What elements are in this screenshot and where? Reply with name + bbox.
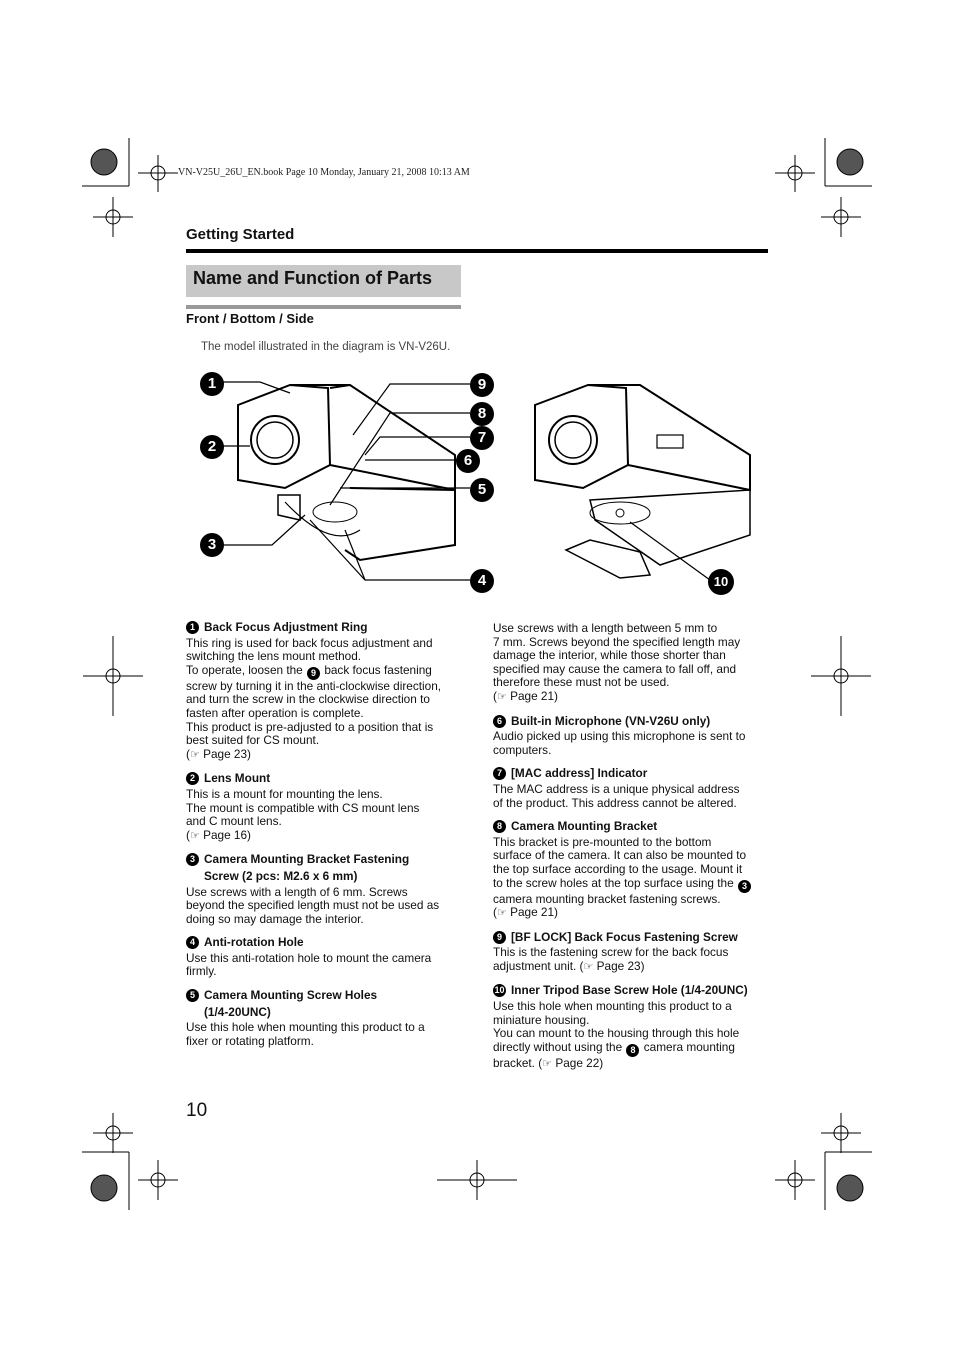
pointing-hand-icon: ☞	[496, 690, 507, 703]
callout-7: 7	[470, 426, 499, 450]
section-rule	[186, 249, 768, 253]
title-box	[186, 265, 461, 297]
callout-5: 5	[470, 478, 499, 502]
callout-4: 4	[470, 569, 499, 593]
item-6: 6 Built-in Microphone (VN-V26U only) Audio picked up using this microphone is sent to computers.	[493, 713, 746, 757]
item-4: 4 Anti-rotation Hole Use this anti-rotation hole to mount the camera firmly.	[186, 935, 432, 979]
callout-10: 10	[708, 569, 739, 595]
item-9: 9 [BF LOCK] Back Focus Fastening Screw This is the fastening screw for the back focus adjustment unit. (☞ Page 23)	[493, 929, 738, 973]
item-2: 2 Lens Mount This is a mount for mounting the lens. The mount is compatible with CS mount lens and C mount lens. (☞ Page 16)	[186, 771, 420, 842]
pointing-hand-icon: ☞	[542, 1057, 553, 1070]
item-7: 7 [MAC address] Indicator The MAC address is a unique physical address of the product. This address cannot be altered.	[493, 766, 740, 810]
callout-9: 9	[470, 373, 499, 397]
callout-6: 6	[456, 449, 485, 473]
callout-8: 8	[470, 402, 499, 426]
callout-2: 2	[200, 435, 229, 459]
left-column	[186, 621, 466, 1058]
pointing-hand-icon: ☞	[189, 829, 200, 842]
item-8: 8 Camera Mounting Bracket This bracket is pre-mounted to the bottom surface of the camera. It can also be mounted to the top surface according to the usage. Mount it to the screw holes at the top surface using the 3 camera mounting bracket fastening screws. (☞ Page 21)	[493, 820, 773, 921]
pointing-hand-icon: ☞	[496, 907, 507, 920]
page-number: 10	[186, 1100, 208, 1121]
subsection-heading: Front / Bottom / Side	[186, 311, 314, 326]
book-header-line: VN-V25U_26U_EN.book Page 10 Monday, January 21, 2008 10:13 AM	[178, 167, 470, 178]
title-underline	[186, 305, 461, 309]
model-note: The model illustrated in the diagram is VN-V26U.	[201, 341, 451, 353]
item-5: 5 Camera Mounting Screw Holes (1/4-20UNC) Use this hole when mounting this product to a fixer or rotating platform.	[186, 988, 425, 1048]
item-3: 3 Camera Mounting Bracket Fastening Screw (2 pcs: M2.6 x 6 mm) Use screws with a length of 6 mm. Screws beyond the specified length must not be used as doing so may damage the interior.	[186, 852, 440, 926]
pointing-hand-icon: ☞	[583, 960, 594, 973]
callout-1: 1	[200, 372, 229, 396]
item-5-continued: Use screws with a length between 5 mm to 7 mm. Screws beyond the specified length may damage the interior, while those shorter than specified may cause the camera to fall off, and therefore these must not be used. (☞ Page 21)	[493, 621, 741, 703]
pointing-hand-icon: ☞	[189, 748, 200, 761]
right-column	[493, 622, 773, 1081]
callout-3: 3	[200, 533, 229, 557]
page-title: Name and Function of Parts	[193, 268, 433, 288]
item-1: 1 Back Focus Adjustment Ring This ring is used for back focus adjustment and switching the lens mount method. To operate, loosen the 9 back focus fastening screw by turning it in the anti-clockwise direction, and turn the screw in the clockwise direction to fasten after operation is complete. This product is pre-adjusted to a position that is best suited for CS mount. (☞ Page 23)	[186, 620, 442, 761]
section-heading: Getting Started	[186, 226, 295, 243]
item-10: 10 Inner Tripod Base Screw Hole (1/4-20UNC) Use this hole when mounting this product to a miniature housing. You can mount to the housing through this hole directly without using the 8 camera mounting bracket. (☞ Page 22)	[493, 983, 748, 1070]
